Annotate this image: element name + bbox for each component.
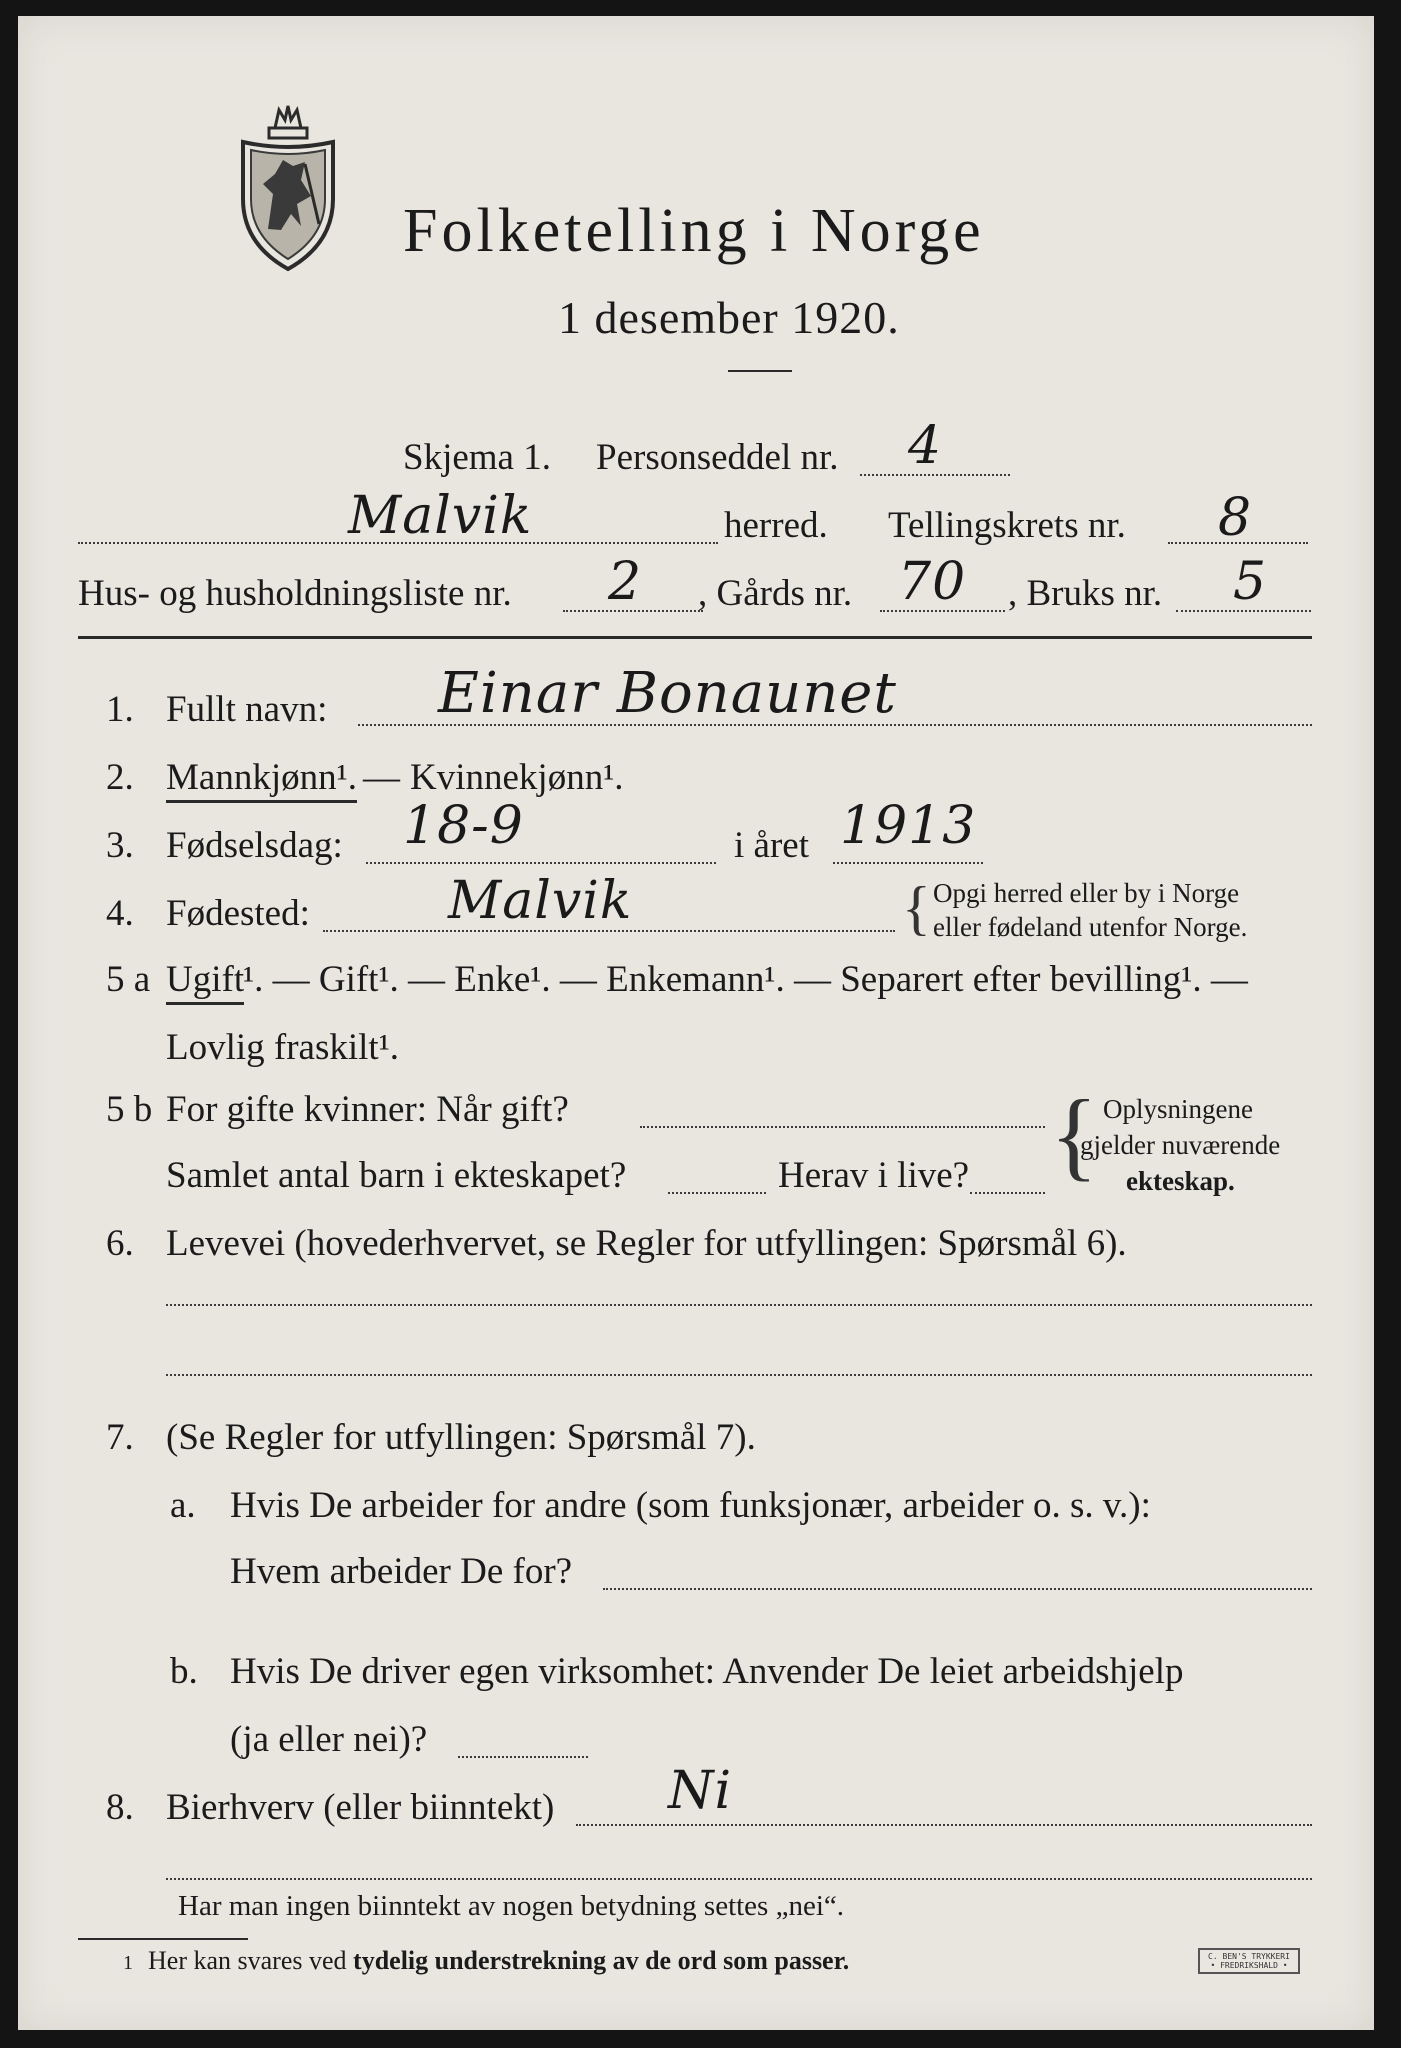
personseddel-label: Personseddel nr. — [596, 437, 839, 478]
q7a-line2: Hvem arbeider De for? — [230, 1551, 573, 1592]
husliste-value: 2 — [608, 552, 643, 612]
q2-female-option: Kvinnekjønn¹. — [410, 757, 624, 798]
q7b-number: b. — [170, 1651, 198, 1692]
q5b-when-married-line — [640, 1126, 1045, 1128]
footnote-text — [148, 1946, 849, 1976]
q5b-alive-label: Herav i live? — [778, 1155, 970, 1196]
q3-year-value: 1913 — [840, 796, 977, 856]
q4-note-line1: Opgi herred eller by i Norge — [933, 878, 1240, 908]
q4-note-line2: eller fødeland utenfor Norge. — [933, 912, 1248, 942]
tellingskrets-label: Tellingskrets nr. — [888, 505, 1126, 546]
footer-note: Har man ingen biinntekt av nogen betydning settes „nei“. — [178, 1890, 845, 1922]
q4-label: Fødested: — [166, 893, 310, 934]
q5a-line2: Lovlig fraskilt¹. — [166, 1027, 400, 1068]
q5b-alive-line — [970, 1192, 1045, 1194]
q5b-brace: { — [1050, 1079, 1098, 1190]
title-divider — [728, 370, 792, 372]
q1-value: Einar Bonaunet — [438, 661, 897, 726]
q6-line-2 — [166, 1374, 1312, 1376]
q7-number: 7. — [106, 1417, 134, 1458]
footnote-text-regular: Her kan svares ved — [148, 1946, 354, 1975]
census-date: 1 desember 1920. — [558, 292, 900, 343]
q7b-line1: Hvis De driver egen virksomhet: Anvender De leiet arbeidshjelp — [230, 1651, 1184, 1692]
q1-label: Fullt navn: — [166, 689, 328, 730]
q5b-note-line1: Oplysningene — [1103, 1094, 1253, 1124]
footnote-rule — [78, 1938, 248, 1940]
q5b-children-label: Samlet antal barn i ekteskapet? — [166, 1155, 627, 1196]
q3-year-line — [833, 862, 983, 864]
q5b-note-line3: ekteskap. — [1126, 1166, 1235, 1196]
census-form-page — [18, 16, 1374, 2030]
q6-label: Levevei (hovederhvervet, se Regler for utfyllingen: Spørsmål 6). — [166, 1223, 1127, 1264]
q8-value: Ni — [668, 1761, 733, 1821]
q6-number: 6. — [106, 1223, 134, 1264]
q7-label: (Se Regler for utfyllingen: Spørsmål 7). — [166, 1417, 756, 1458]
q4-value: Malvik — [448, 871, 633, 931]
q7b-answer-line — [458, 1756, 588, 1758]
husliste-label: Hus- og husholdningsliste nr. — [78, 573, 512, 614]
q3-line — [366, 862, 716, 864]
q3-number: 3. — [106, 825, 134, 866]
q5b-note-line2: gjelder nuværende — [1080, 1130, 1281, 1160]
q5a-number: 5 a — [106, 959, 151, 1000]
gards-label: , Gårds nr. — [698, 573, 853, 614]
q8-line — [576, 1824, 1312, 1826]
q6-line-1 — [166, 1304, 1312, 1306]
section-divider — [78, 636, 1312, 639]
q1-number: 1. — [106, 689, 134, 730]
q5a-other-options: ¹. — Gift¹. — Enke¹. — Enkemann¹. — Separert efter bevilling¹. — — [243, 959, 1248, 1000]
personseddel-value: 4 — [908, 416, 943, 476]
q8-number: 8. — [106, 1787, 134, 1828]
printer-stamp-text: C. BEN'S TRYKKERI • FREDRIKSHALD • — [1208, 1952, 1290, 1970]
skjema-label: Skjema 1. — [403, 437, 551, 478]
q7a-number: a. — [170, 1485, 196, 1526]
herred-value: Malvik — [348, 486, 533, 546]
footnote-text-bold: tydelig understrekning av de ord som passer. — [353, 1946, 850, 1975]
q3-label: Fødselsdag: — [166, 825, 343, 866]
bruks-value: 5 — [1233, 552, 1268, 612]
q8-line-2 — [166, 1878, 1312, 1880]
q5b-children-line — [668, 1192, 766, 1194]
q4-brace: { — [902, 875, 931, 941]
q8-label: Bierhverv (eller biinntekt) — [166, 1787, 555, 1828]
footnote-number: 1 — [123, 1952, 133, 1974]
q7b-line2: (ja eller nei)? — [230, 1719, 428, 1760]
q7a-answer-line — [603, 1588, 1312, 1590]
bruks-label: , Bruks nr. — [1008, 573, 1163, 614]
coat-of-arms-icon — [223, 104, 353, 274]
form-title: Folketelling i Norge — [403, 197, 985, 265]
q5a-ugift-option: Ugift — [166, 958, 244, 1005]
q4-number: 4. — [106, 893, 134, 934]
q2-male-option: Mannkjønn¹. — [166, 756, 357, 803]
gards-value: 70 — [898, 552, 967, 612]
q3-value: 18-9 — [403, 796, 524, 856]
tellingskrets-value: 8 — [1218, 488, 1253, 548]
q5b-number: 5 b — [106, 1089, 153, 1130]
q7a-line1: Hvis De arbeider for andre (som funksjonær, arbeider o. s. v.): — [230, 1485, 1151, 1526]
q2-number: 2. — [106, 757, 134, 798]
q2-separator: — — [363, 757, 400, 798]
printer-stamp — [1198, 1948, 1300, 1974]
herred-label: herred. — [724, 505, 828, 546]
q5b-when-married-label: For gifte kvinner: Når gift? — [166, 1089, 569, 1130]
q3-year-label: i året — [734, 825, 809, 866]
